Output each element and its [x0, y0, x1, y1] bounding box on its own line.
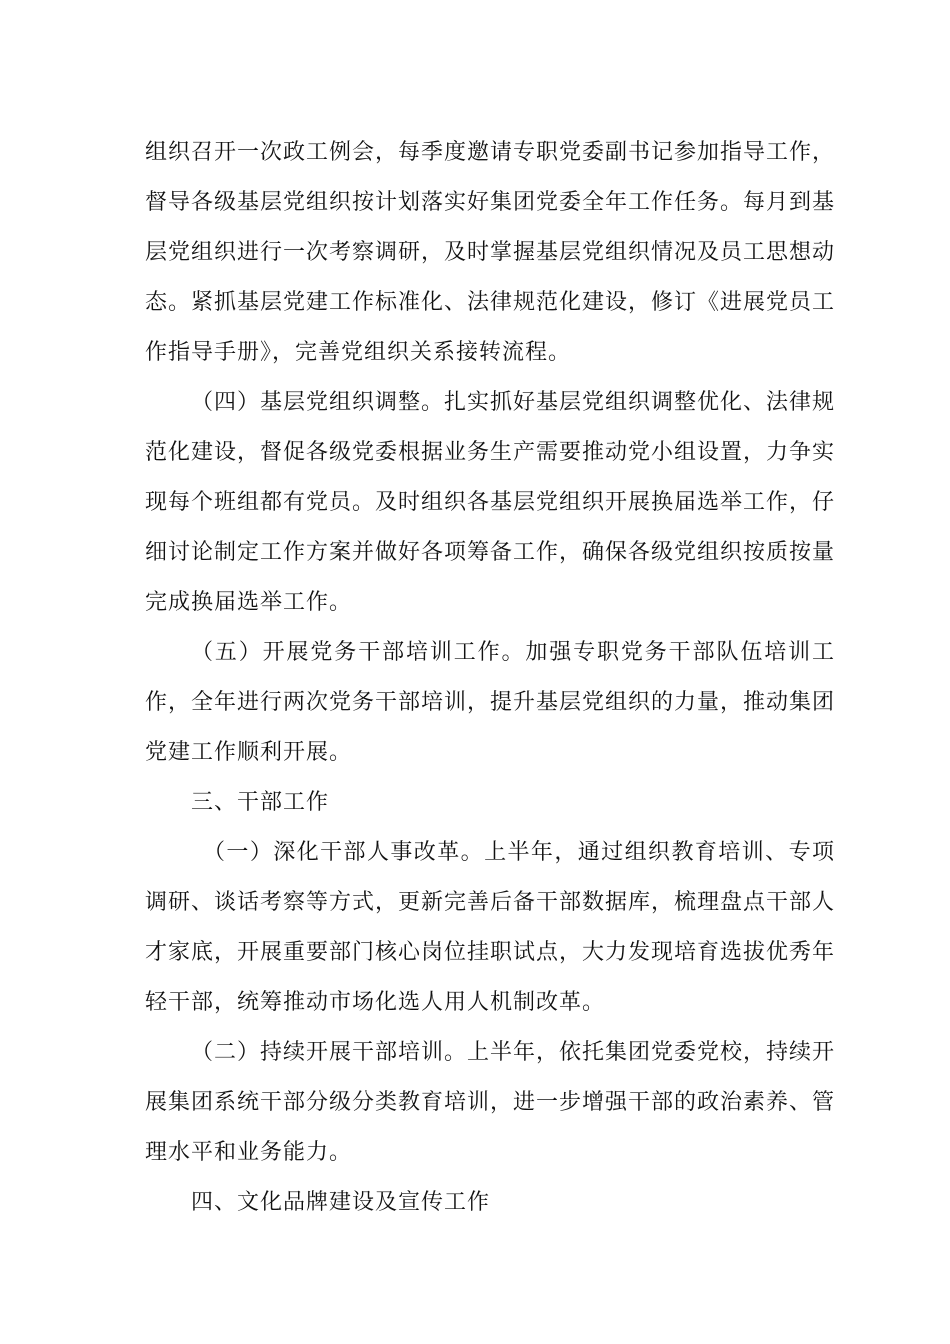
paragraph-section-four: （四）基层党组织调整。扎实抓好基层党组织调整优化、法律规范化建设，督促各级党委根据业务生产需要推动党小组设置，力争实现每个班组都有党员。及时组织各基层党组织开展换届选举工作，仔细讨论制定工作方案并做好各项筹备工作，确保各级党组织按质按量完成换届选举工作。	[145, 390, 836, 615]
paragraph-cadre-reform: （一）深化干部人事改革。上半年，通过组织教育培训、专项调研、谈话考察等方式，更新完善后备干部数据库，梳理盘点干部人才家底，开展重要部门核心岗位挂职试点，大力发现培育选拔优秀年轻干部，统筹推动市场化选人用人机制改革。	[145, 840, 836, 1015]
paragraph-cadre-training: （二）持续开展干部培训。上半年，依托集团党委党校，持续开展集团系统干部分级分类教育培训，进一步增强干部的政治素养、管理水平和业务能力。	[145, 1040, 836, 1165]
paragraph-section-five: （五）开展党务干部培训工作。加强专职党务干部队伍培训工作，全年进行两次党务干部培训，提升基层党组织的力量，推动集团党建工作顺利开展。	[145, 640, 836, 765]
heading-cadre-work: 三、干部工作	[191, 790, 330, 815]
heading-culture-brand: 四、文化品牌建设及宣传工作	[191, 1190, 491, 1215]
paragraph-continued: 组织召开一次政工例会，每季度邀请专职党委副书记参加指导工作，督导各级基层党组织按计划落实好集团党委全年工作任务。每月到基层党组织进行一次考察调研，及时掌握基层党组织情况及员工思想动态。紧抓基层党建工作标准化、法律规范化建设，修订《进展党员工作指导手册》，完善党组织关系接转流程。	[145, 140, 836, 365]
document-body	[145, 128, 835, 1228]
